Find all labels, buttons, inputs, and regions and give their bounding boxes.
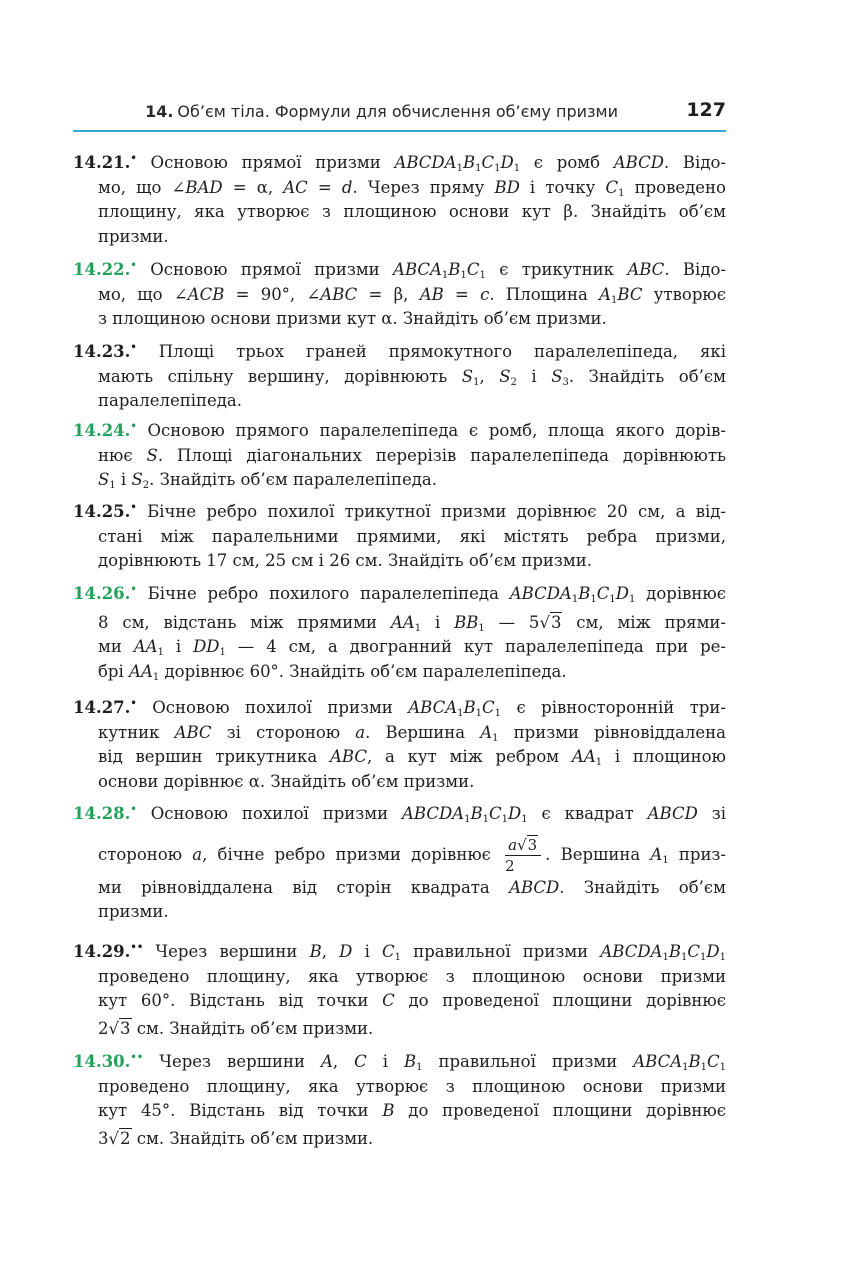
- section-title: [145, 102, 618, 121]
- problem-number: 14.27.•: [73, 697, 137, 717]
- problem-number: 14.24.•: [73, 420, 137, 440]
- section-number: 14.: [145, 102, 174, 121]
- problem-number: 14.28.•: [73, 803, 137, 823]
- page-number: 127: [686, 99, 726, 121]
- problem-number: 14.30.••: [73, 1051, 144, 1071]
- problem-14-23: 14.23.• Площі трьох граней прямокутного паралелепіпеда, які мають спільну вершину, дорівнюють $S_1$, $S_2$ і $S_3$. Знайдіть об’єм паралелепіпеда.: [73, 341, 726, 410]
- problem-number: 14.25.•: [73, 501, 137, 521]
- problem-14-21: 14.21.• Основою прямої призми $ABCDA_1B_1C_1D_1$ є ромб ABCD. Відо- мо, що ∠BAD = α, AC = d. Через пряму BD і точку $C_1$ проведено площину, яка утворює з площиною основи кут β. Знайдіть об’єм призми.: [73, 152, 726, 246]
- running-header: [73, 98, 726, 132]
- problem-14-25: 14.25.• Бічне ребро похилої трикутної призми дорівнює 20 см, а від- стані між паралельними прямими, які містять ребра призми, дорівнюють 17 см, 25 см і 26 см. Знайдіть об’єм призми.: [73, 501, 726, 570]
- problem-14-30: 14.30.•• Через вершини A, C і $B_1$ правильної призми $ABCA_1B_1C_1$ проведено площину, яка утворює з площиною основи призми кут 45°. Відстань від точки B до проведеної площини дорівнює 3√2 см. Знайдіть об’єм призми.: [73, 1051, 727, 1148]
- problem-14-22: 14.22.• Основою прямої призми $ABCA_1B_1C_1$ є трикутник ABC. Відо- мо, що ∠ACB = 90°, ∠ABC = β, AB = c. Площина $A_1BC$ утворює з площиною основи призми кут α. Знайдіть об’єм призми.: [73, 259, 727, 328]
- problem-number: 14.29.••: [73, 941, 144, 961]
- problem-number: 14.23.•: [73, 341, 137, 361]
- problem-number: 14.21.•: [73, 152, 137, 172]
- problem-14-27: 14.27.• Основою похилої призми $ABCA_1B_1C_1$ є рівносторонній три- кутник ABC зі стороною a. Вершина $A_1$ призми рівновіддалена від вершин трикутника ABC, а кут між ребром $AA_1$ і площиною основи дорівнює α. Знайдіть об’єм призми.: [73, 697, 727, 791]
- problem-number: 14.26.•: [73, 583, 137, 603]
- problem-14-26: 14.26.• Бічне ребро похилого паралелепіпеда $ABCDA_1B_1C_1D_1$ дорівнює 8 см, відстань між прямими $AA_1$ і $BB_1$ — 5√3 см, між прями- ми $AA_1$ і $DD_1$ — 4 см, а двогранний кут паралелепіпеда при ре- брі $AA_1$ дорівнює 60°. Знайдіть об’єм паралелепіпеда.: [73, 583, 726, 683]
- section-title-text: Об’єм тіла. Формули для обчислення об’єму призми: [177, 102, 618, 121]
- problem-14-24: 14.24.• Основою прямого паралелепіпеда є ромб, площа якого дорів- нює S. Площі діагональних перерізів паралелепіпеда дорівнюють $S_1$ і $S_2$. Знайдіть об’єм паралелепіпеда.: [73, 420, 726, 491]
- problem-14-28: 14.28.• Основою похилої призми $ABCDA_1B_1C_1D_1$ є квадрат ABCD зі стороною a, бічне ребро призми дорівнює $\frac{a√3}{2}$ . Вершина $A_1$ приз- ми рівновіддалена від сторін квадрата ABCD. Знайдіть об’єм призми.: [73, 803, 727, 921]
- problem-14-29: 14.29.•• Через вершини B, D і $C_1$ правильної призми $ABCDA_1B_1C_1D_1$ проведено площину, яка утворює з площиною основи призми кут 60°. Відстань від точки C до проведеної площини дорівнює 2√3 см. Знайдіть об’єм призми.: [73, 941, 726, 1038]
- problem-number: 14.22.•: [73, 259, 137, 279]
